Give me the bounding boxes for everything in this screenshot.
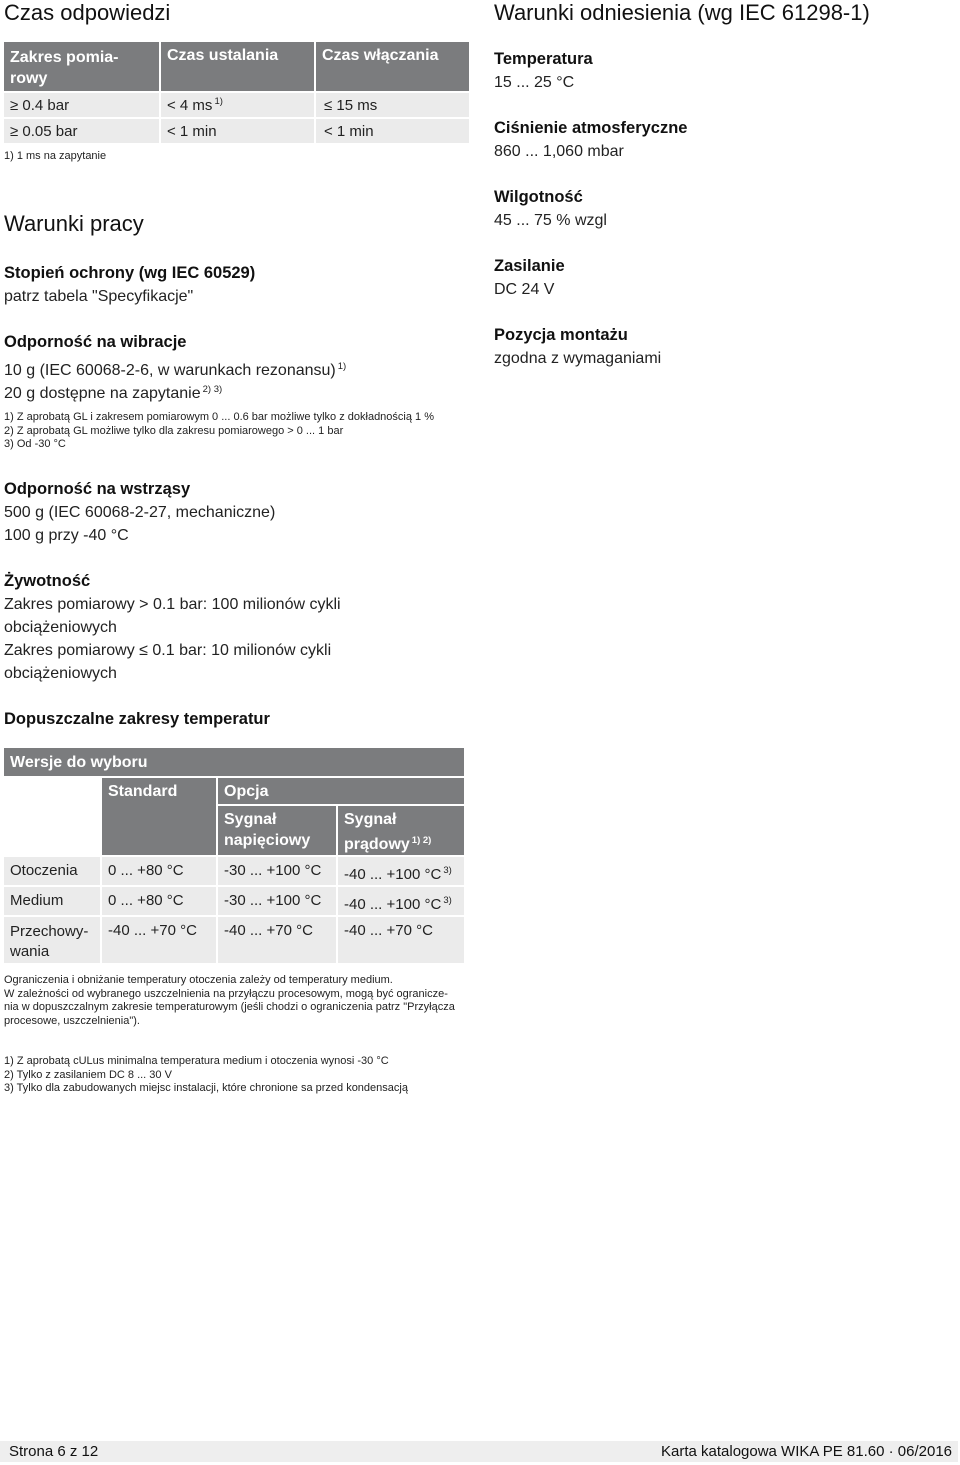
life-line: Zakres pomiarowy ≤ 0.1 bar: 10 milionów cykli — [4, 642, 332, 659]
switch-on-cell: ≤ 15 ms — [316, 93, 469, 117]
ref-mounting-value: zgodna z wymaganiami — [494, 350, 662, 367]
header-current-signal: Sygnał prądowy $^{1) 2)}$ — [338, 806, 464, 855]
temperature-notes — [4, 974, 455, 1028]
shock-label: Odporność na wstrząsy — [4, 480, 191, 498]
life-line: obciążeniowych — [4, 619, 117, 636]
temperature-footnotes — [4, 1055, 408, 1096]
header-measuring-range: Zakres pomia- rowy — [4, 42, 159, 91]
voltage-cell: -30 ... +100 °C — [218, 887, 336, 915]
row-label: Medium — [4, 887, 100, 915]
life-text — [4, 593, 341, 685]
ref-power-label: Zasilanie — [494, 257, 565, 275]
protection-label: Stopień ochrony (wg IEC 60529) — [4, 264, 256, 282]
shock-line-1: 500 g (IEC 60068-2-27, mechaniczne) — [4, 504, 276, 521]
range-cell: ≥ 0.05 bar — [4, 119, 159, 143]
voltage-cell: -40 ... +70 °C — [218, 917, 336, 963]
note-line: nia w dopuszczalnym zakresie temperaturowym (jeśli chodzi o ograniczenia patrz "Przyłącza — [4, 1001, 455, 1013]
table-row — [4, 887, 464, 915]
row-label: Przechowy- wania — [4, 917, 100, 963]
current-cell: -40 ... +100 °C $^{3)}$ — [338, 857, 464, 885]
header-switch-on-time: Czas włączania — [316, 42, 469, 91]
standard-cell: -40 ... +70 °C — [102, 917, 216, 963]
header-settling-time: Czas ustalania — [161, 42, 314, 91]
document-reference: Karta katalogowa WIKA PE 81.60 · 06/2016 — [660, 1443, 952, 1460]
ref-mounting-label: Pozycja montażu — [494, 326, 628, 344]
table-row — [4, 93, 469, 117]
ref-temperature-label: Temperatura — [494, 50, 593, 68]
current-cell: -40 ... +70 °C — [338, 917, 464, 963]
temperature-table — [2, 746, 466, 965]
ref-humidity-value: 45 ... 75 % wzgl — [494, 212, 607, 229]
life-label: Żywotność — [4, 572, 91, 590]
note-line: W zależności od wybranego uszczelnienia na przyłączu procesowym, mogą być ogranicze- — [4, 987, 448, 1000]
header-voltage-signal: Sygnał napięciowy — [218, 806, 336, 855]
current-cell: -40 ... +100 °C $^{3)}$ — [338, 887, 464, 915]
response-time-title: Czas odpowiedzi — [4, 0, 171, 25]
shock-line-2: 100 g przy -40 °C — [4, 527, 129, 544]
standard-cell: 0 ... +80 °C — [102, 857, 216, 885]
vibration-label: Odporność na wibracje — [4, 333, 187, 351]
footnote: 3) Od -30 °C — [4, 438, 66, 450]
response-time-footnote: 1) 1 ms na zapytanie — [4, 150, 107, 162]
vibration-footnotes — [4, 411, 434, 452]
range-cell: ≥ 0.4 bar — [4, 93, 159, 117]
note-line: Ograniczenia i obniżanie temperatury otoczenia zależy od temperatury medium. — [4, 974, 393, 986]
voltage-cell: -30 ... +100 °C — [218, 857, 336, 885]
footnote: 2) Tylko z zasilaniem DC 8 ... 30 V — [4, 1068, 172, 1081]
temperatures-title: Dopuszczalne zakresy temperatur — [4, 710, 270, 728]
settling-cell: < 4 ms $^{1)}$ — [161, 93, 314, 117]
page-number: Strona 6 z 12 — [9, 1443, 99, 1460]
ref-pressure-value: 860 ... 1,060 mbar — [494, 143, 624, 160]
footnote: 1) Z aprobatą GL i zakresem pomiarowym 0 ... 0.6 bar możliwe tylko z dokładnością 1 % — [4, 411, 434, 423]
header-standard: Standard — [102, 778, 216, 855]
protection-value: patrz tabela "Specyfikacje" — [4, 288, 194, 305]
settling-cell: < 1 min — [161, 119, 314, 143]
ref-pressure-label: Ciśnienie atmosferyczne — [494, 119, 688, 137]
footnote: 1) Z aprobatą cULus minimalna temperatura medium i otoczenia wynosi -30 °C — [4, 1055, 389, 1067]
standard-cell: 0 ... +80 °C — [102, 887, 216, 915]
response-time-table — [2, 40, 471, 145]
life-line: obciążeniowych — [4, 665, 117, 682]
ref-temperature-value: 15 ... 25 °C — [494, 74, 575, 91]
operating-conditions-title: Warunki pracy — [4, 211, 144, 236]
vibration-line-1: 10 g (IEC 60068-2-6, w warunkach rezonansu) $^{1)}$ — [4, 361, 347, 379]
vibration-line-2: 20 g dostępne na zapytanie $^{2) 3)}$ — [4, 384, 223, 402]
page-footer — [0, 1441, 958, 1462]
ref-humidity-label: Wilgotność — [494, 188, 583, 206]
ref-power-value: DC 24 V — [494, 281, 555, 298]
header-versions: Wersje do wyboru — [4, 748, 464, 776]
note-line: procesowe, uszczelnienia"). — [4, 1014, 140, 1027]
header-empty — [4, 778, 100, 855]
table-row — [4, 119, 469, 143]
footnote: 2) Z aprobatą GL możliwe tylko dla zakresu pomiarowego > 0 ... 1 bar — [4, 424, 344, 437]
table-row — [4, 917, 464, 963]
row-label: Otoczenia — [4, 857, 100, 885]
reference-conditions-title: Warunki odniesienia (wg IEC 61298-1) — [494, 0, 870, 25]
header-option: Opcja — [218, 778, 464, 804]
life-line: Zakres pomiarowy > 0.1 bar: 100 milionów cykli — [4, 596, 341, 613]
switch-on-cell: < 1 min — [316, 119, 469, 143]
table-row — [4, 857, 464, 885]
footnote: 3) Tylko dla zabudowanych miejsc instalacji, które chronione sa przed kondensacją — [4, 1082, 408, 1094]
